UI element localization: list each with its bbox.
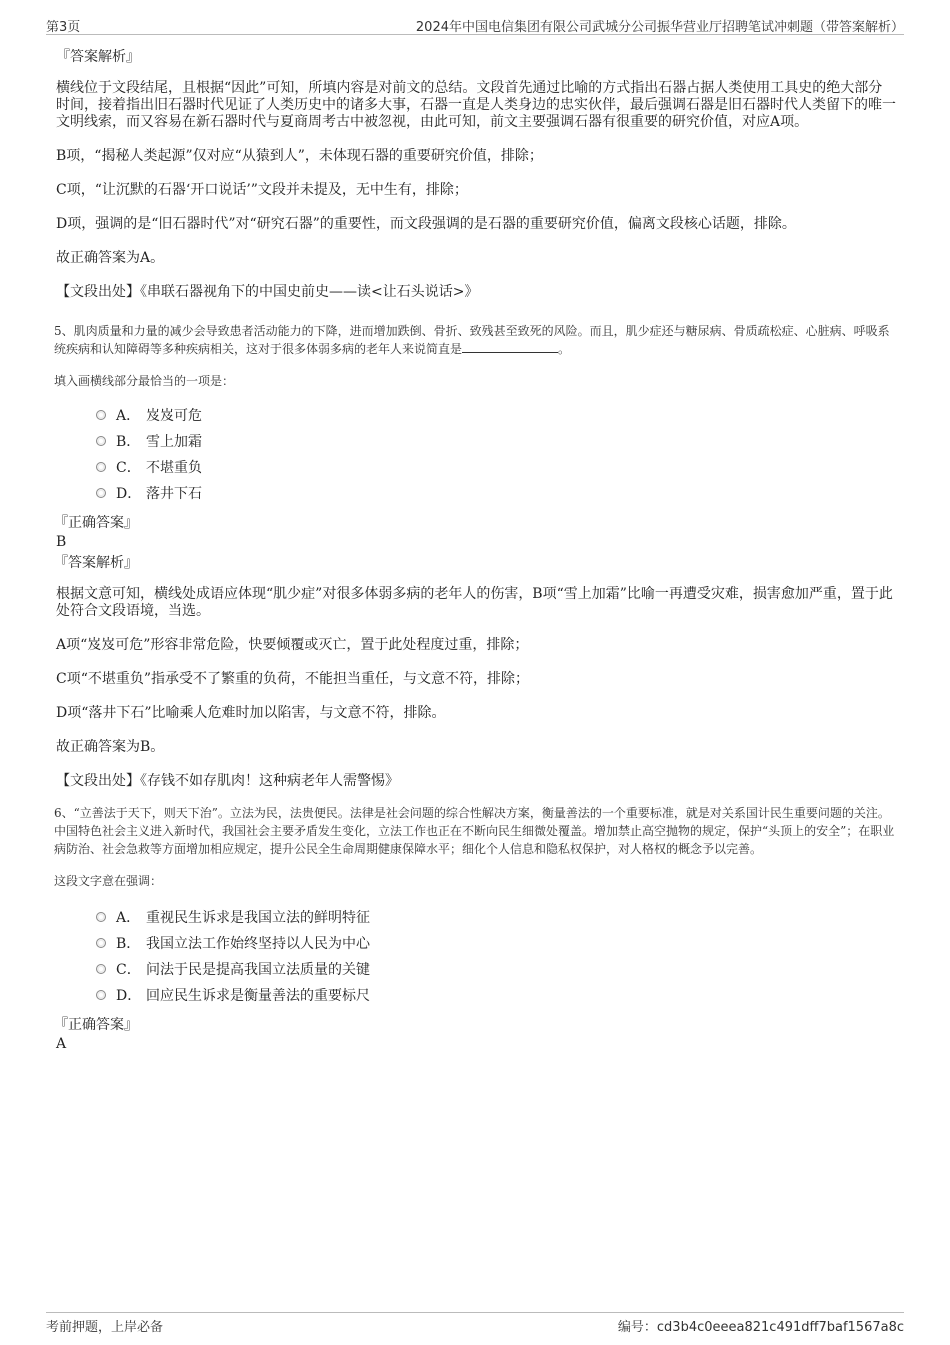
analysis-paragraph: 横线位于文段结尾，且根据“因此”可知，所填内容是对前文的总结。文段首先通过比喻的方式指出石器占据人类使用工具史的绝大部分时间，接着指出旧石器时代见证了人类历史中的诸多大事，石器一直是人类身边的忠实伙伴，最后强调石器是旧石器时代人类留下的唯一文明线索，而又容易在新石器时代与夏商周考古中被忽视，由此可知，前文主要强调石器有很重要的研究价值，对应A项。 — [56, 80, 896, 130]
radio-icon[interactable] — [96, 488, 106, 498]
page-content — [56, 46, 896, 1052]
option-d[interactable]: D． 回应民生诉求是衡量善法的重要标尺 — [96, 982, 896, 1008]
page-footer — [46, 1312, 904, 1337]
conclusion: 故正确答案为A。 — [56, 250, 165, 266]
analysis-option-a: A项“岌岌可危”形容非常危险，快要倾覆或灭亡，置于此处程度过重，排除； — [56, 637, 529, 653]
question-5-prompt: 填入画横线部分最恰当的一项是： — [54, 374, 235, 388]
analysis-option-c: C项“不堪重负”指承受不了繁重的负荷，不能担当重任，与文意不符，排除； — [56, 671, 530, 687]
radio-icon[interactable] — [96, 410, 106, 420]
radio-icon[interactable] — [96, 938, 106, 948]
question-5-text: 5、肌肉质量和力量的减少会导致患者活动能力的下降，进而增加跌倒、骨折、致残甚至致死的风险。而且，肌少症还与糖尿病、骨质疏松症、心脏病、呼吸系统疾病和认知障碍等多种疾病相关，这对于很多体弱多病的老年人来说简直是 。 — [54, 324, 890, 356]
source: 【文段出处】《串联石器视角下的中国史前史——读<让石头说话>》 — [56, 284, 479, 300]
analysis-paragraph: 根据文意可知，横线处成语应体现“肌少症”对很多体弱多病的老年人的伤害，B项“雪上加霜”比喻一再遭受灾难，损害愈加严重，置于此处符合文段语境，当选。 — [56, 586, 893, 619]
radio-icon[interactable] — [96, 964, 106, 974]
analysis-label: 『答案解析』 — [56, 49, 140, 65]
correct-answer: B — [56, 534, 67, 550]
conclusion: 故正确答案为B。 — [56, 739, 165, 755]
correct-answer: A — [56, 1036, 67, 1052]
radio-icon[interactable] — [96, 436, 106, 446]
source: 【文段出处】《存钱不如存肌肉！这种病老年人需警惕》 — [56, 773, 399, 789]
option-c[interactable]: C． 不堪重负 — [96, 454, 896, 480]
option-b[interactable]: B． 雪上加霜 — [96, 428, 896, 454]
question-6-options — [96, 904, 896, 1008]
radio-icon[interactable] — [96, 990, 106, 1000]
document-title: 2024年中国电信集团有限公司武城分公司振华营业厅招聘笔试冲刺题（带答案解析） — [415, 20, 904, 35]
analysis-label: 『答案解析』 — [54, 555, 138, 571]
page-header — [46, 14, 904, 35]
option-b[interactable]: B． 我国立法工作始终坚持以人民为中心 — [96, 930, 896, 956]
option-c[interactable]: C． 问法于民是提高我国立法质量的关键 — [96, 956, 896, 982]
analysis-option-d: D项“落井下石”比喻乘人危难时加以陷害，与文意不符，排除。 — [56, 705, 446, 721]
option-a[interactable]: A． 岌岌可危 — [96, 402, 896, 428]
option-a[interactable]: A． 重视民生诉求是我国立法的鲜明特征 — [96, 904, 896, 930]
analysis-option-b: B项，“揭秘人类起源”仅对应“从猿到人”，未体现石器的重要研究价值，排除； — [56, 148, 543, 164]
question-5-options — [96, 402, 896, 506]
radio-icon[interactable] — [96, 462, 106, 472]
document-id: 编号：cd3b4c0eeea821c491dff7baf1567a8c — [617, 1320, 904, 1335]
analysis-option-d: D项，强调的是“旧石器时代”对“研究石器”的重要性，而文段强调的是石器的重要研究价值，偏离文段核心话题，排除。 — [56, 216, 796, 232]
answer-blank — [462, 340, 558, 353]
question-6-text: 6、“立善法于天下，则天下治”。立法为民，法贵便民。法律是社会问题的综合性解决方案，衡量善法的一个重要标准，就是对关系国计民生重要问题的关注。中国特色社会主义进入新时代，我国社会主要矛盾发生变化，立法工作也正在不断向民生细微处覆盖。增加禁止高空抛物的规定，保护“头顶上的安全”；在职业病防治、社会急救等方面增加相应规定，提升公民全生命周期健康保障水平；细化个人信息和隐私权保护，对人格权的概念予以完善。 — [54, 806, 895, 856]
footer-slogan: 考前押题，上岸必备 — [46, 1320, 164, 1335]
correct-answer-label: 『正确答案』 — [54, 1017, 138, 1033]
question-6-prompt: 这段文字意在强调： — [54, 874, 163, 888]
analysis-option-c: C项，“让沉默的石器‘开口说话’”文段并未提及，无中生有，排除； — [56, 182, 468, 198]
option-d[interactable]: D． 落井下石 — [96, 480, 896, 506]
radio-icon[interactable] — [96, 912, 106, 922]
page-number: 第3页 — [46, 20, 81, 35]
correct-answer-label: 『正确答案』 — [54, 515, 138, 531]
